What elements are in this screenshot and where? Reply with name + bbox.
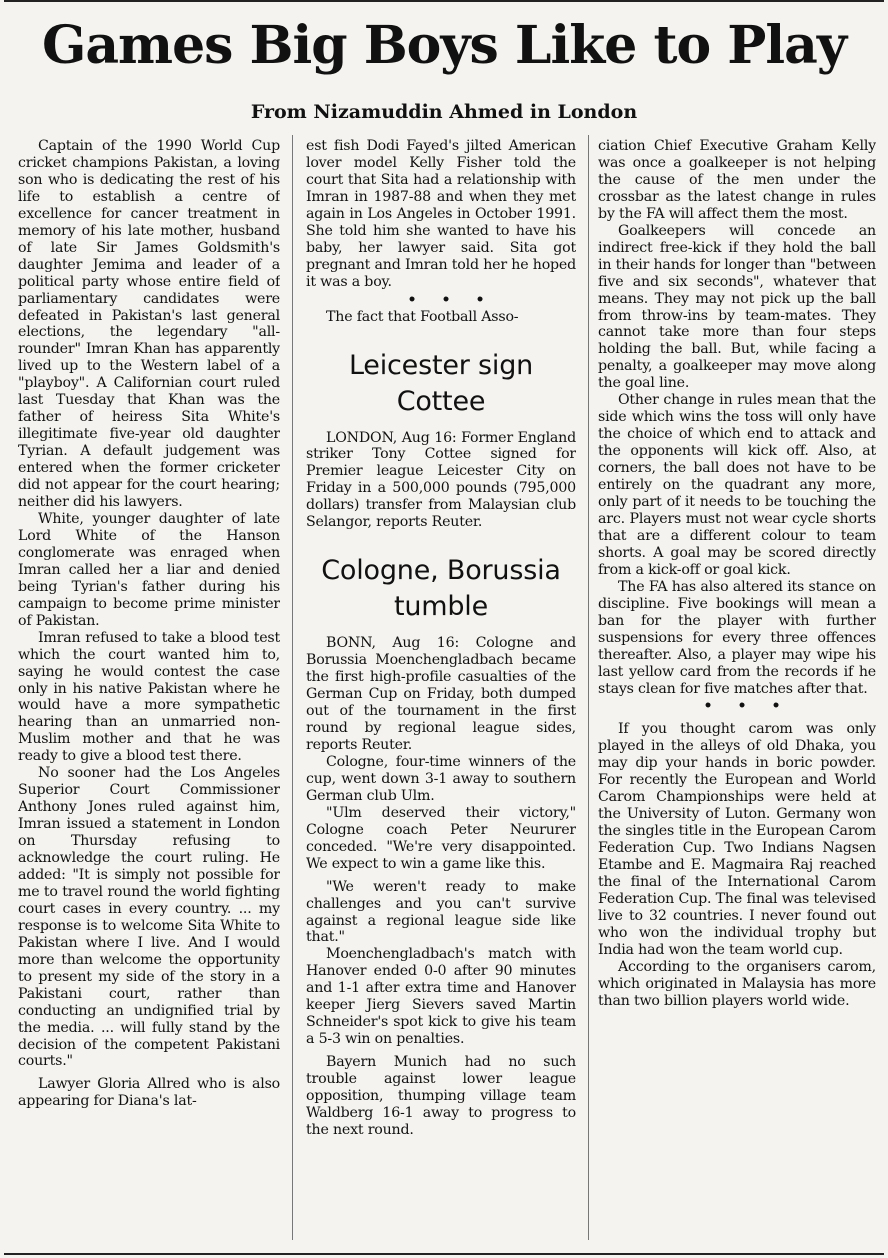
- byline: From Nizamuddin Ahmed in London: [250, 101, 638, 123]
- paragraph: "Ulm deserved their victory," Cologne coach Peter Neururer conceded. "We're very disappointed. We expect to win a game like this.: [306, 804, 576, 872]
- paragraph: Imran refused to take a blood test which the court wanted him to, saying he would contest the case only in his native Pakistan where he would have a more sympathetic hearing than an unmarried non-Muslim mother and that he was ready to give a blood test there.: [18, 629, 280, 765]
- paragraph: est fish Dodi Fayed's jilted American lover model Kelly Fisher told the court that Sita had a relationship with Imran in 1987-88 and when they met again in Los Angeles in October 1991. She told him she wanted to have his baby, her lawyer said. Sita got pregnant and Imran told her he hoped it was a boy.: [306, 138, 576, 290]
- section-separator: • • •: [703, 698, 791, 715]
- subheadline-cologne: Cologne, Borussia tumble: [321, 555, 561, 623]
- column-divider: [292, 135, 293, 1240]
- paragraph: If you thought carom was only played in the alleys of old Dhaka, you may dip your hands in boric powder. For recently the European and World Carom Championships were held at the University of Luton. Germany won the singles title in the European Carom Federation Cup. Two Indians Nagsen Etambe and E. Magmaira Raj reached the final of the International Carom Federation Cup. The final was televised live to 32 countries. I never found out who won the individual trophy but India had won the team world cup.: [598, 721, 876, 958]
- headline: Games Big Boys Like to Play: [41, 15, 847, 76]
- column-2: [306, 138, 576, 1238]
- column-divider: [588, 135, 589, 1240]
- paragraph: The FA has also altered its stance on discipline. Five bookings will mean a ban for the player with further suspensions for every three offences thereafter. Also, a player may wipe his last yellow card from the records if he stays clean for five matches after that.: [598, 578, 876, 697]
- section-separator: • • •: [407, 291, 495, 308]
- paragraph: The fact that Football Asso-: [326, 308, 519, 325]
- paragraph: BONN, Aug 16: Cologne and Borussia Moenchengladbach became the first high-profile casualties of the German Cup on Friday, both dumped out of the tournament in the first round by regional league sides, reports Reuter.: [306, 635, 576, 753]
- paragraph: Moenchengladbach's match with Hanover ended 0-0 after 90 minutes and 1-1 after extra time and Hanover keeper Jierg Sievers saved Martin Schneider's spot kick to give his team a 5-3 win on penalties.: [306, 946, 576, 1048]
- paragraph: ciation Chief Executive Graham Kelly was once a goalkeeper is not helping the cause of the men under the crossbar as the latest change in rules by the FA will affect them the most.: [598, 138, 876, 222]
- column-3: [598, 138, 876, 1238]
- paragraph: Captain of the 1990 World Cup cricket champions Pakistan, a loving son who is dedicating the rest of his life to establish a centre of excellence for cancer treatment in memory of his late mother, husband of late Sir James Goldsmith's daughter Jemima and leader of a political party whose entire field of parliamentary candidates were defeated in Pakistan's last general elections, the legendary "all-rounder" Imran Khan has apparently lived up to the Western label of a "playboy". A Californian court ruled last Tuesday that Khan was the father of heiress Sita White's illegitimate five-year old daughter Tyrian. A default judgement was entered when the former cricketer did not appear for the court hearing; neither did his lawyers.: [18, 138, 280, 511]
- paragraph: Goalkeepers will concede an indirect free-kick if they hold the ball in their hands for longer than "between five and six seconds", whatever that means. They may not pick up the ball from throw-ins by team-mates. They cannot take more than four steps holding the ball. But, while facing a penalty, a goalkeeper may move along the goal line.: [598, 222, 876, 392]
- column-1: [18, 138, 280, 1238]
- paragraph: Bayern Munich had no such trouble against lower league opposition, thumping village team Waldberg 16-1 away to progress to the next round.: [306, 1054, 576, 1138]
- subheadline-leicester: Leicester sign Cottee: [348, 349, 534, 417]
- paragraph: Lawyer Gloria Allred who is also appearing for Diana's lat-: [18, 1076, 280, 1110]
- top-rule: [4, 0, 884, 2]
- paragraph: "We weren't ready to make challenges and you can't survive against a regional league side like that.": [306, 878, 576, 946]
- paragraph: White, younger daughter of late Lord White of the Hanson conglomerate was enraged when Imran called her a liar and denied being Tyrian's father during his campaign to become prime minister of Pakistan.: [18, 510, 280, 629]
- paragraph: According to the organisers carom, which originated in Malaysia has more than two billion players world wide.: [598, 958, 876, 1009]
- paragraph: No sooner had the Los Angeles Superior Court Commissioner Anthony Jones ruled against him, Imran issued a statement in London on Thursday refusing to acknowledge the court ruling. He added: "It is simply not possible for me to travel round the world fighting court cases in every country. ... my response is to welcome Sita White to Pakistan where I live. And I would more than welcome the opportunity to present my side of the story in a Pakistani court, rather than conducting an undignified trial by the media. ... will fully stand by the decision of the competent Pakistani courts.": [18, 765, 280, 1070]
- paragraph: Cologne, four-time winners of the cup, went down 3-1 away to southern German club Ulm.: [306, 753, 576, 804]
- paragraph: Other change in rules mean that the side which wins the toss will only have the choice of which end to attack and the opponents will kick off. Also, at corners, the ball does not have to be entirely on the quadrant any more, only part of it needs to be touching the arc. Players must not wear cycle shorts that are a different colour to team shorts. A goal may be scored directly from a kick-off or goal kick.: [598, 392, 876, 578]
- paragraph: LONDON, Aug 16: Former England striker Tony Cottee signed for Premier league Leicester City on Friday in a 500,000 pounds (795,000 dollars) transfer from Malaysian club Selangor, reports Reuter.: [306, 429, 576, 531]
- bottom-rule: [4, 1253, 884, 1255]
